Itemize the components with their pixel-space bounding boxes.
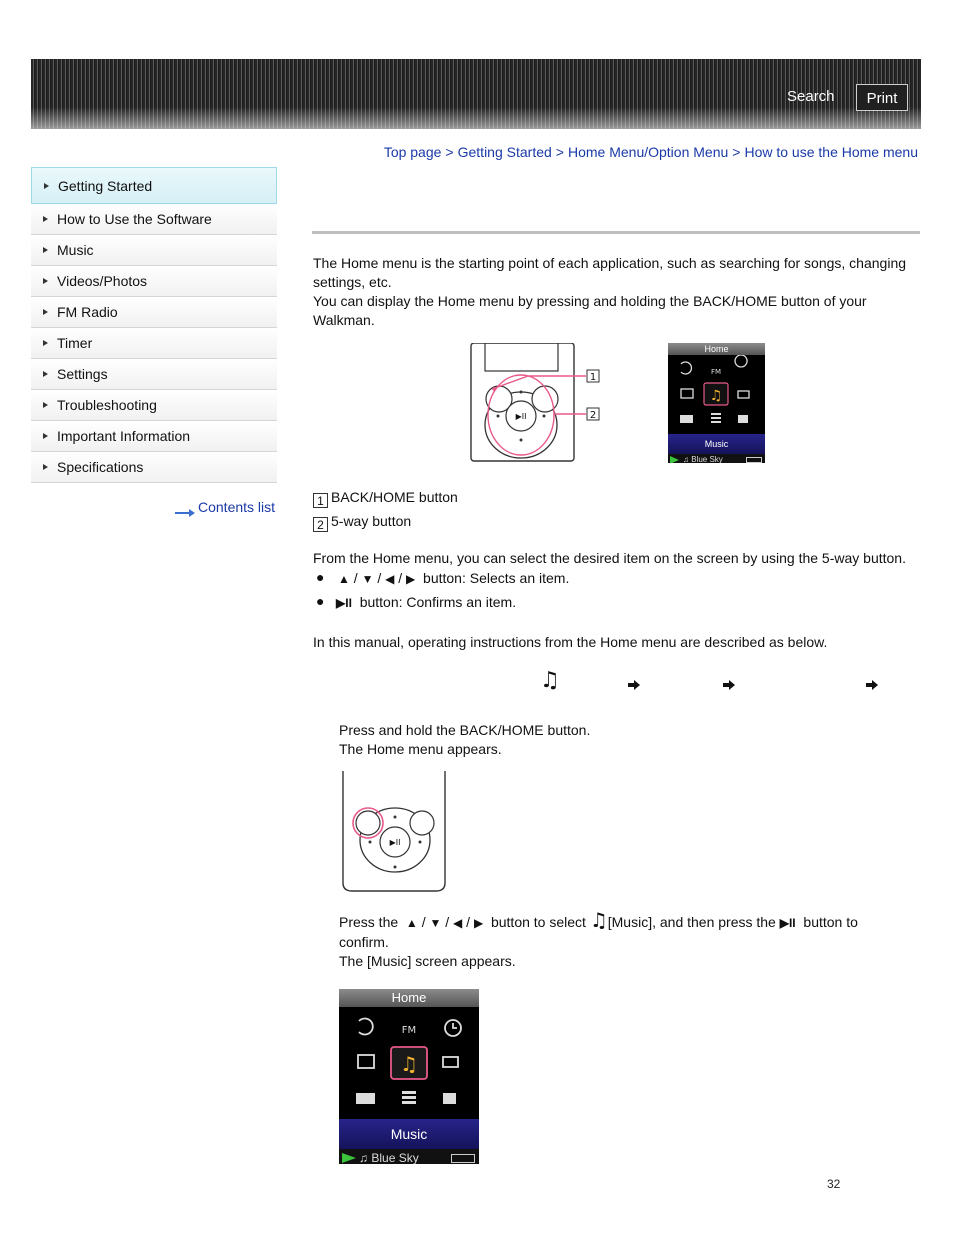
breadcrumb-separator: >: [445, 144, 454, 160]
breadcrumb-how-to-use[interactable]: How to use the Home menu: [744, 144, 918, 160]
number-box: 2: [313, 517, 328, 532]
bullet-dot: ●: [316, 593, 325, 609]
play-icon: [670, 456, 679, 463]
note-icon: ♫: [683, 455, 689, 463]
sidebar-item-software[interactable]: [31, 204, 277, 235]
home-icon-grid: [668, 355, 765, 431]
arrow-right-icon: [43, 402, 48, 408]
arrow-right-icon: [628, 680, 640, 690]
step-1: [339, 721, 590, 759]
sidebar-item-label: How to Use the Software: [57, 211, 212, 227]
music-icon: ♫: [589, 908, 608, 932]
sidebar-item-getting-started[interactable]: [31, 167, 277, 204]
sidebar-item-label: Important Information: [57, 428, 191, 444]
song-title: Blue Sky: [371, 1151, 419, 1164]
down-arrow-icon: ▼: [361, 572, 374, 586]
legend-item-1: [313, 488, 458, 508]
breadcrumb-home-menu[interactable]: Home Menu/Option Menu: [567, 144, 729, 160]
play-pause-icon: ▶II: [336, 596, 352, 610]
sidebar-item-label: Settings: [57, 366, 108, 382]
sidebar-item-timer[interactable]: [31, 328, 277, 359]
step-2-text: Press the ▲ / ▼ / ◀ / ▶ button to select ♫[Music], and then press the ▶II button to: [339, 908, 858, 932]
intro-text-2: You can display the Home menu by pressing and holding the BACK/HOME button of your Walkman.: [313, 293, 867, 328]
now-playing-bar: [668, 454, 765, 463]
step-1-text: Press and hold the BACK/HOME button.: [339, 722, 591, 738]
home-screen-small: [668, 343, 765, 463]
up-arrow-icon: ▲: [338, 572, 350, 586]
select-paragraph: From the Home menu, you can select the desired item on the screen by using the 5-way button.: [313, 550, 906, 566]
home-screen-title: Home: [339, 989, 479, 1007]
sidebar-nav: [31, 167, 277, 483]
number-box: 1: [313, 493, 328, 508]
music-icon: ♫: [709, 388, 723, 404]
manual-paragraph: In this manual, operating instructions from the Home menu are described as below.: [313, 634, 828, 650]
breadcrumb-getting-started[interactable]: Getting Started: [457, 144, 552, 160]
music-icon: ♫: [540, 668, 560, 693]
battery-icon: [746, 457, 762, 463]
svg-text:FM: FM: [710, 368, 722, 376]
home-screen-label: Music: [339, 1119, 479, 1149]
contents-list-link[interactable]: [175, 499, 275, 515]
play-icon: [342, 1153, 356, 1163]
step-1-result: The Home menu appears.: [339, 741, 502, 757]
walkman-buttons-illustration: [468, 343, 603, 466]
sidebar-item-label: Timer: [57, 335, 93, 351]
bullet-text: button: Selects an item.: [423, 570, 570, 586]
walkman-back-home-illustration: [340, 771, 450, 895]
sidebar-item-settings[interactable]: [31, 359, 277, 390]
sidebar-item-fm-radio[interactable]: [31, 297, 277, 328]
bullet-text: button: Confirms an item.: [359, 594, 517, 610]
step-2: [339, 908, 919, 971]
arrow-right-icon: [43, 433, 48, 439]
sidebar-item-label: Specifications: [57, 459, 144, 475]
sidebar-item-important-information[interactable]: [31, 421, 277, 452]
arrow-right-icon: [43, 371, 48, 377]
sidebar-item-label: Troubleshooting: [57, 397, 157, 413]
left-arrow-icon: ◀: [453, 916, 463, 930]
arrow-right-icon: [43, 309, 48, 315]
title-divider: [312, 231, 920, 234]
home-screen-title: Home: [668, 343, 765, 355]
sidebar-item-troubleshooting[interactable]: [31, 390, 277, 421]
arrow-right-icon: [43, 216, 48, 222]
sidebar-item-videos-photos[interactable]: [31, 266, 277, 297]
arrow-right-icon: [43, 340, 48, 346]
down-arrow-icon: ▼: [429, 916, 442, 930]
svg-text:2: 2: [589, 410, 597, 421]
left-arrow-icon: ◀: [385, 572, 395, 586]
intro-paragraph: [313, 254, 919, 330]
sidebar-item-music[interactable]: [31, 235, 277, 266]
sidebar-item-specifications[interactable]: [31, 452, 277, 483]
intro-text-1: The Home menu is the starting point of each application, such as searching for songs, changing settings, etc.: [313, 255, 907, 290]
print-button[interactable]: Print: [856, 84, 908, 111]
note-icon: ♫: [359, 1151, 368, 1164]
sidebar-item-label: FM Radio: [57, 304, 118, 320]
svg-text:▶II: ▶II: [515, 412, 527, 421]
svg-text:▶II: ▶II: [389, 838, 401, 847]
sidebar-item-label: Videos/Photos: [57, 273, 148, 289]
step-2-confirm: confirm.: [339, 934, 389, 950]
home-icon-grid: [339, 1007, 479, 1116]
up-arrow-icon: ▲: [405, 916, 418, 930]
contents-list-label: Contents list: [198, 499, 276, 515]
right-arrow-icon: ▶: [473, 916, 484, 930]
arrow-right-icon: [175, 504, 195, 512]
svg-text:1: 1: [589, 372, 597, 383]
search-link[interactable]: Search: [787, 88, 835, 105]
step-2-result: The [Music] screen appears.: [339, 953, 516, 969]
bullet-confirm: [336, 593, 516, 613]
svg-text:FM: FM: [401, 1025, 417, 1036]
legend-item-2: [313, 512, 411, 532]
arrow-right-icon: [866, 680, 878, 690]
home-screen-large: [339, 989, 479, 1164]
bullet-select: ▲ / ▼ / ◀ / ▶ button: Selects an item.: [338, 570, 570, 586]
arrow-right-icon: [43, 464, 48, 470]
now-playing-bar: [339, 1149, 479, 1164]
breadcrumb-separator: >: [732, 144, 741, 160]
legend-label: BACK/HOME button: [331, 489, 458, 505]
sidebar-item-label: Music: [57, 242, 94, 258]
song-title: Blue Sky: [691, 455, 723, 463]
arrow-right-icon: [723, 680, 735, 690]
breadcrumb-top-page[interactable]: Top page: [383, 144, 442, 160]
play-pause-icon: ▶II: [779, 916, 796, 930]
right-arrow-icon: ▶: [406, 572, 416, 586]
sidebar-item-label: Getting Started: [58, 178, 153, 194]
arrow-right-icon: [43, 247, 48, 253]
page-number: 32: [827, 1177, 841, 1191]
breadcrumb-separator: >: [555, 144, 564, 160]
arrow-right-icon: [44, 183, 49, 189]
bullet-dot: ●: [316, 569, 325, 585]
music-icon: ♫: [400, 1052, 418, 1076]
legend-label: 5-way button: [331, 513, 412, 529]
breadcrumb: [384, 144, 918, 160]
home-screen-label: Music: [668, 434, 765, 454]
arrow-right-icon: [43, 278, 48, 284]
battery-icon: [451, 1154, 475, 1163]
